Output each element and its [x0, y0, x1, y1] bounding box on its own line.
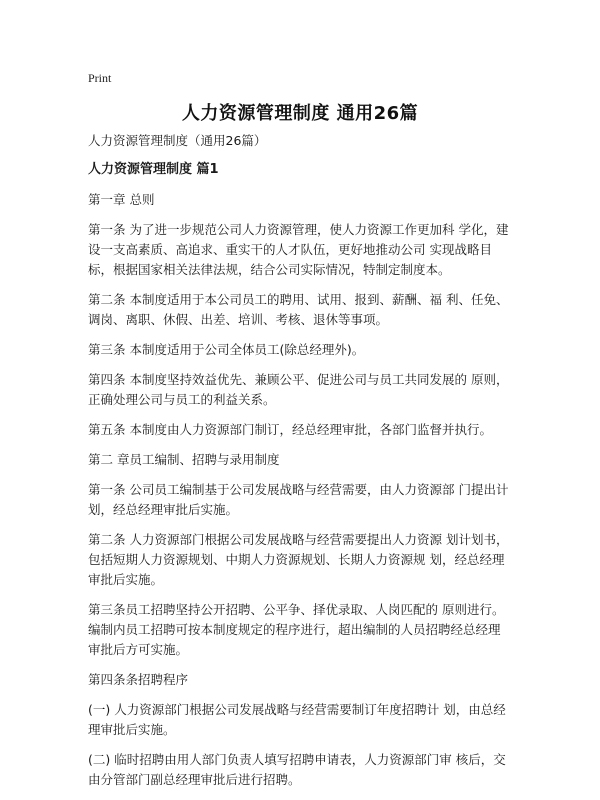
chapter-heading: 第一章 总则	[88, 192, 155, 207]
paragraph: 第三条 本制度适用于公司全体员工(除总经理外)。	[88, 342, 365, 357]
paragraph: 第三条员工招聘坚持公开招聘、公平争、择优录取、人岗匹配的 原则进行。编制内员工招聘可按本制度规定的程序进行，超出编制的人员招聘经总经理审批后方可实施。	[88, 602, 505, 657]
paragraph: 第四条条招聘程序	[88, 672, 189, 687]
chapter-heading: 第二 章员工编制、招聘与录用制度	[88, 452, 280, 467]
section-heading: 人力资源管理制度 篇1	[88, 162, 219, 177]
paragraph: 第二条 本制度适用于本公司员工的聘用、试用、报到、薪酬、福 利、任免、调岗、离职、休假、出差、培训、考核、退休等事项。	[88, 292, 509, 327]
paragraph: (二) 临时招聘由用人部门负责人填写招聘申请表，人力资源部门审 核后，交由分管部门副总经理审批后进行招聘。	[88, 752, 506, 787]
page-title: 人力资源管理制度 通用26篇	[181, 103, 419, 124]
paragraph: 第五条 本制度由人力资源部门制订，经总经理审批，各部门监督并执行。	[88, 422, 492, 437]
document-body	[88, 131, 512, 800]
paragraph: 第二条 人力资源部门根据公司发展战略与经营需要提出人力资源 划计划书，包括短期人力资源规划、中期人力资源规划、长期人力资源规 划，经总经理审批后实施。	[88, 532, 509, 587]
paragraph: 第一条 公司员工编制基于公司发展战略与经营需要，由人力资源部 门提出计划，经总经理审批后实施。	[88, 482, 509, 517]
print-label: Print	[88, 71, 112, 85]
paragraph: (一) 人力资源部门根据公司发展战略与经营需要制订年度招聘计 划，由总经理审批后实施。	[88, 702, 506, 737]
paragraph: 第一条 为了进一步规范公司人力资源管理，使人力资源工作更加科 学化，建设一支高素质、高追求、重实干的人才队伍，更好地推动公司 实现战略目标，根据国家相关法律法规，结合公司实际情况，特制定制度本。	[88, 222, 509, 277]
paragraph: 第四条 本制度坚持效益优先、兼顾公平、促进公司与员工共同发展的 原则，正确处理公司与员工的利益关系。	[88, 372, 509, 407]
document-subtitle: 人力资源管理制度（通用26篇）	[88, 133, 267, 148]
